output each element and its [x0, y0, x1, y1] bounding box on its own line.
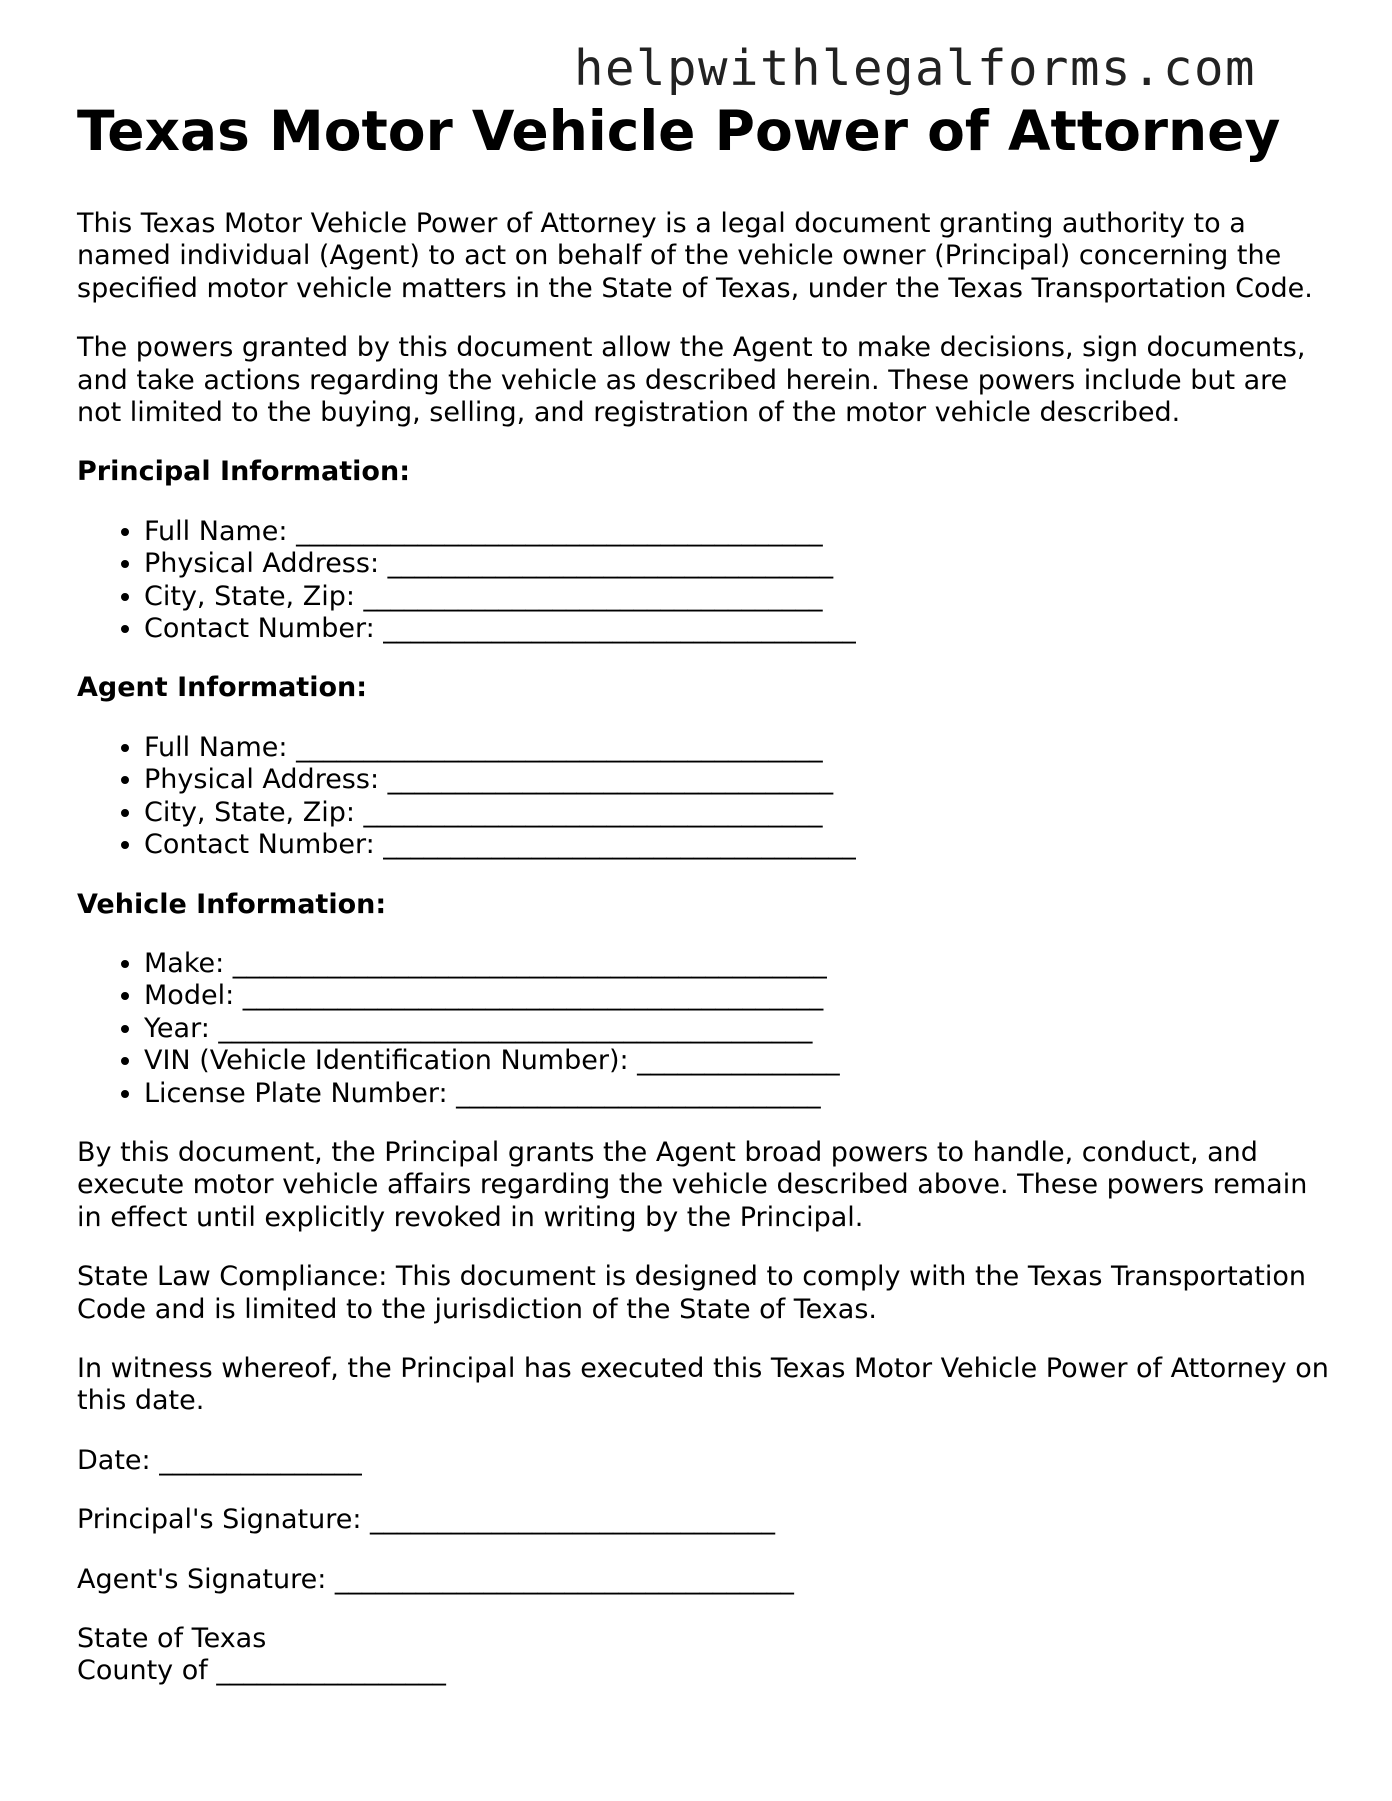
witness-paragraph: In witness whereof, the Principal has executed this Texas Motor Vehicle Power of Attorney on this date.	[77, 1352, 1329, 1417]
watermark: helpwithlegalforms.com	[574, 40, 1257, 97]
intro-paragraph-1: This Texas Motor Vehicle Power of Attorney is a legal document granting authority to a named individual (Agent) to act on behalf of the vehicle owner (Principal) concerning the specified motor vehicle matters in the State of Texas, under the Texas Transportation Code.	[77, 208, 1313, 304]
agent-contact-number-field: • Contact Number: ___________________________________	[144, 829, 1337, 861]
agent-city-state-zip-field: • City, State, Zip: __________________________________	[144, 797, 1337, 829]
principal-address-field: • Physical Address: _________________________________	[144, 548, 1337, 580]
compliance-paragraph: State Law Compliance: This document is designed to comply with the Texas Transportation Code and is limited to the jurisdiction of the State of Texas.	[77, 1261, 1307, 1325]
grant-paragraph: By this document, the Principal grants the Agent broad powers to handle, conduct, and execute motor vehicle affairs regarding the vehicle described above. These powers remain in effect until explicitly revoked in writing by the Principal.	[77, 1136, 1308, 1233]
principal-signature-line: Principal's Signature: ______________________________	[77, 1504, 776, 1536]
principal-fields-list	[77, 516, 1337, 646]
agent-full-name-field: • Full Name: _______________________________________	[144, 732, 1337, 764]
date-line: Date: _______________	[77, 1444, 362, 1476]
vehicle-make-field: • Make: ____________________________________________	[144, 948, 1337, 980]
vehicle-vin-field: • VIN (Vehicle Identification Number): _______________	[144, 1045, 1337, 1077]
state-line: State of Texas	[77, 1623, 267, 1654]
vehicle-fields-list	[77, 948, 1337, 1110]
agent-signature-line: Agent's Signature: __________________________________	[77, 1563, 794, 1595]
county-line: County of _________________	[77, 1655, 446, 1687]
document-title: Texas Motor Vehicle Power of Attorney	[77, 99, 1281, 163]
vehicle-heading: Vehicle Information:	[77, 888, 387, 920]
document-page	[77, 98, 1337, 1688]
vehicle-model-field: • Model: ___________________________________________	[144, 980, 1337, 1012]
principal-full-name-field: • Full Name: _______________________________________	[144, 516, 1337, 548]
principal-contact-number-field: • Contact Number: ___________________________________	[144, 613, 1337, 645]
principal-heading: Principal Information:	[77, 456, 411, 488]
vehicle-year-field: • Year: ____________________________________________	[144, 1013, 1337, 1045]
agent-heading: Agent Information:	[77, 672, 368, 704]
agent-address-field: • Physical Address: _________________________________	[144, 764, 1337, 796]
agent-fields-list	[77, 732, 1337, 862]
vehicle-license-plate-field: • License Plate Number: ___________________________	[144, 1078, 1337, 1110]
intro-paragraph-2: The powers granted by this document allow the Agent to make decisions, sign documents, and take actions regarding the vehicle as described herein. These powers include but are not limited to the buying, selling, and registration of the motor vehicle described.	[77, 332, 1306, 429]
principal-city-state-zip-field: • City, State, Zip: __________________________________	[144, 581, 1337, 613]
